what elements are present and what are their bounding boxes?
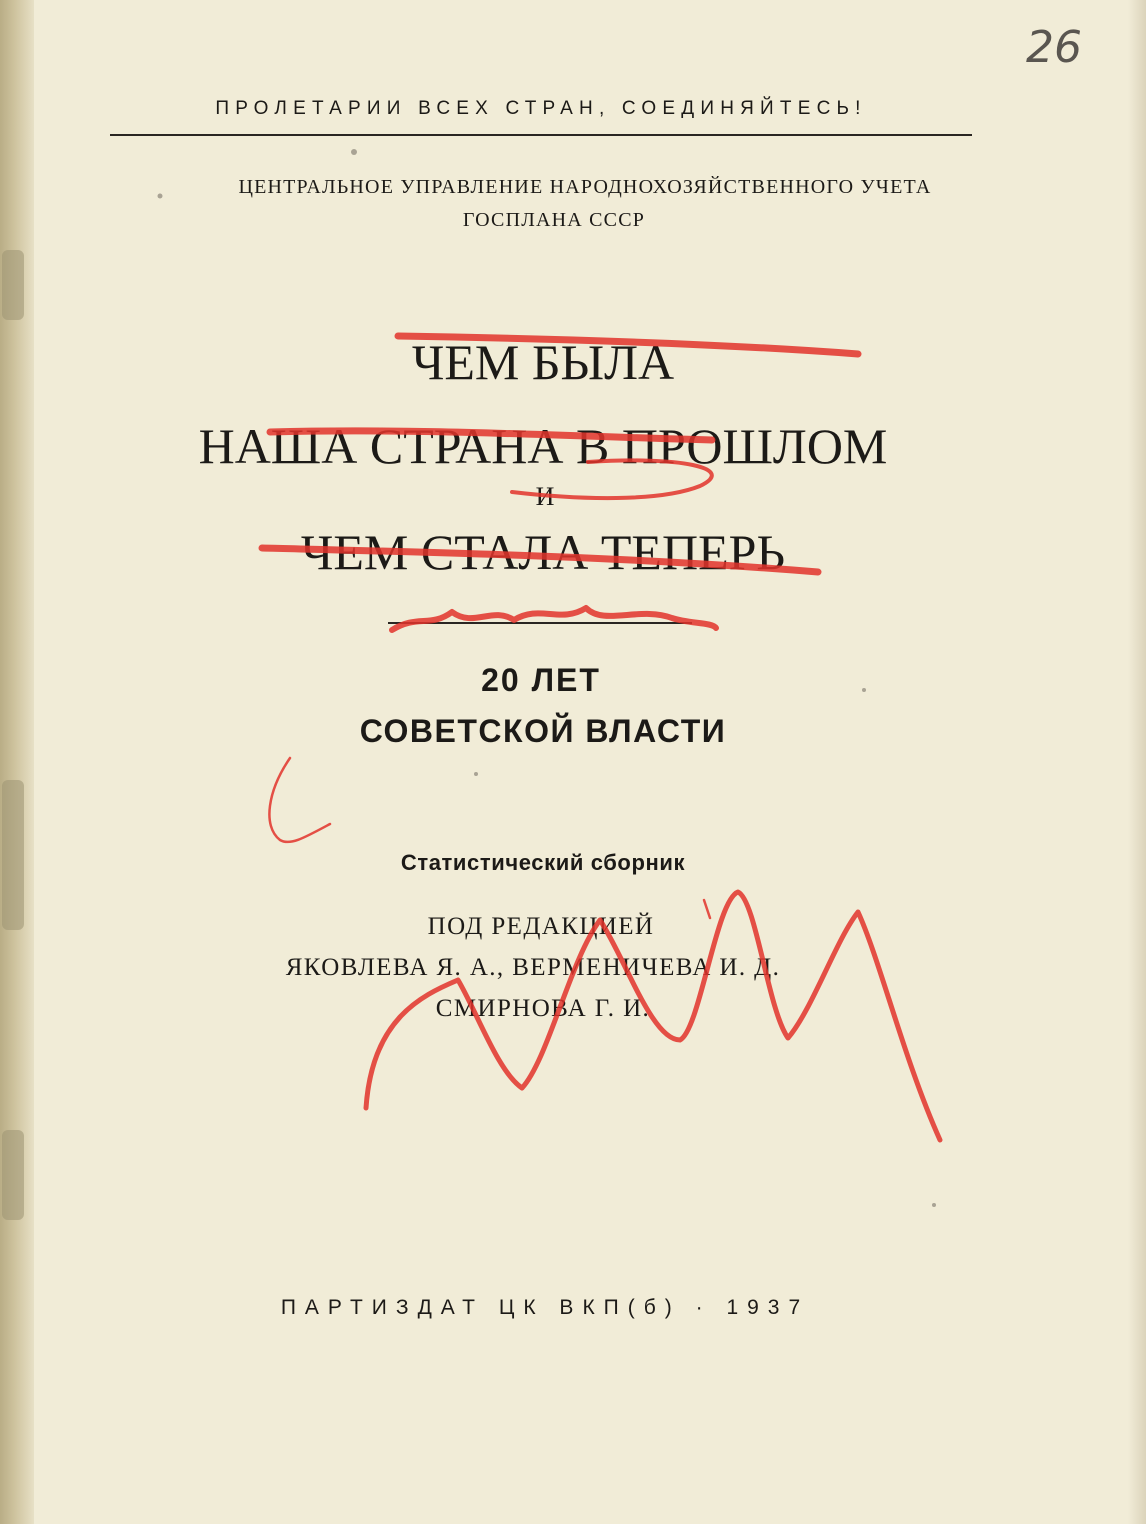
title-line-1: ЧЕМ БЫЛА [411, 334, 675, 390]
editors-line-1: ПОД РЕДАКЦИЕЙ [427, 913, 655, 940]
speck [932, 1203, 936, 1207]
title-line-3: И [535, 482, 555, 511]
genre-label: Статистический сборник [400, 850, 686, 875]
zigzag-over-editors [366, 892, 940, 1140]
speck [351, 149, 357, 155]
speck [474, 772, 478, 776]
strike-title-line-2 [270, 431, 712, 440]
speck [862, 688, 866, 692]
motto: ПРОЛЕТАРИИ ВСЕХ СТРАН, СОЕДИНЯЙТЕСЬ! [215, 98, 867, 119]
bracket-mark [269, 758, 330, 842]
subtitle-line-1: 20 ЛЕТ [481, 662, 601, 698]
subtitle-line-2: СОВЕТСКОЙ ВЛАСТИ [359, 713, 727, 749]
strike-title-line-1 [398, 336, 858, 354]
title-line-2: НАША СТРАНА В ПРОШЛОМ [198, 418, 888, 474]
archive-page-number: 26 [1026, 22, 1082, 73]
tick-mark [704, 900, 710, 918]
strike-curve [512, 460, 712, 498]
strike-title-line-4 [262, 548, 818, 572]
editors-line-3: СМИРНОВА Г. И. [435, 995, 651, 1022]
organization-line-1: ЦЕНТРАЛЬНОЕ УПРАВЛЕНИЕ НАРОДНОХОЗЯЙСТВЕННОГО УЧЕТА [238, 176, 932, 198]
speck [158, 194, 163, 199]
publisher-imprint: ПАРТИЗДАТ ЦК ВКП(б) · 1937 [280, 1296, 810, 1319]
organization-line-2: ГОСПЛАНА СССР [462, 209, 646, 231]
title-line-4: ЧЕМ СТАЛА ТЕПЕРЬ [300, 524, 786, 580]
scribble-under-title [392, 608, 716, 630]
editors-line-2: ЯКОВЛЕВА Я. А., ВЕРМЕНИЧЕВА И. Д. [285, 954, 781, 981]
